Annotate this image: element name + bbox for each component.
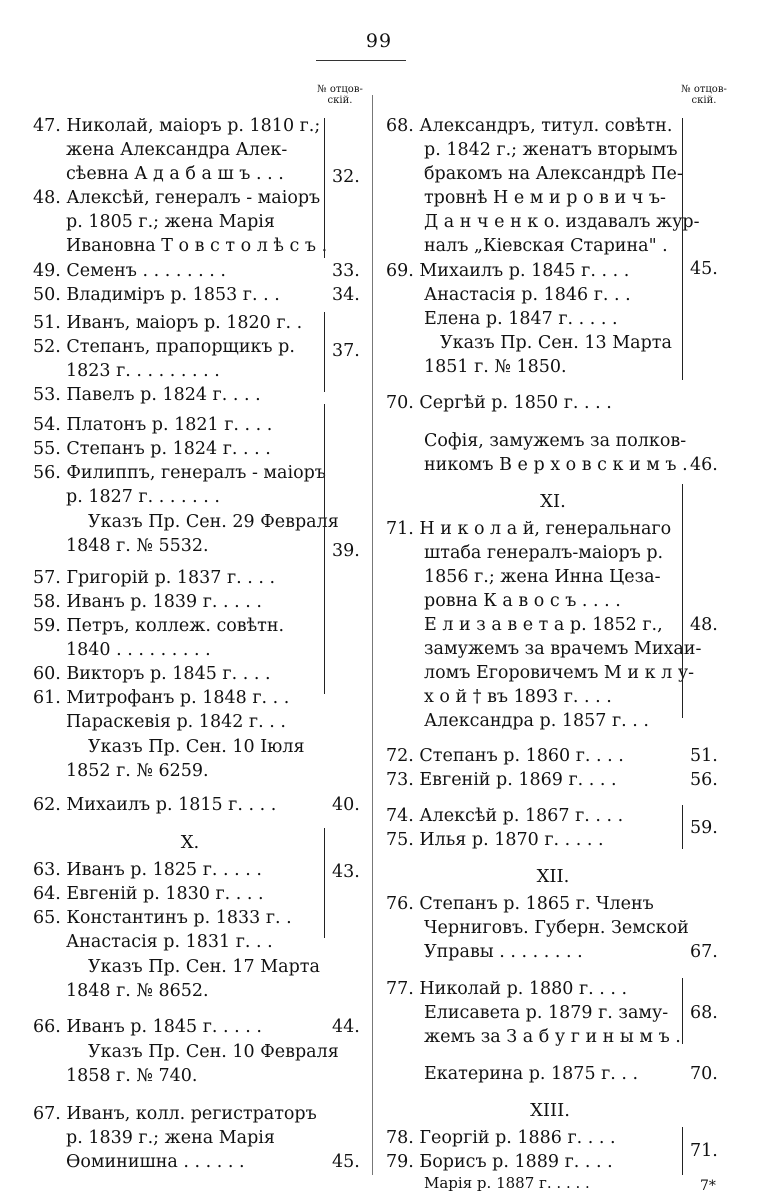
entry-line: Указъ Пр. Сен. 10 Февраля bbox=[88, 1042, 339, 1062]
reference-number: 68. bbox=[690, 1003, 718, 1023]
entry-line: Елена р. 1847 г. . . . . bbox=[424, 309, 618, 329]
bracket bbox=[318, 404, 325, 694]
reference-number: 33. bbox=[332, 261, 360, 281]
entry-line: Екатерина р. 1875 г. . . bbox=[424, 1064, 639, 1084]
bracket bbox=[676, 805, 683, 849]
entry-line: Указъ Пр. Сен. 10 Іюля bbox=[88, 737, 305, 757]
reference-number: 59. bbox=[690, 818, 718, 838]
entry-line: р. 1842 г.; женатъ вторымъ bbox=[424, 140, 678, 160]
entry-line: 1858 г. № 740. bbox=[66, 1066, 198, 1086]
entry-line: р. 1827 г. . . . . . . bbox=[66, 487, 220, 507]
entry-line: 50. Владиміръ р. 1853 г. . . bbox=[33, 285, 280, 305]
reference-number: 45. bbox=[690, 259, 718, 279]
entry-line: 75. Илья р. 1870 г. . . . . bbox=[386, 830, 604, 850]
entry-line: 1840 . . . . . . . . . bbox=[66, 640, 211, 660]
reference-number: 34. bbox=[332, 285, 360, 305]
entry-line: бракомъ на Александрѣ Пе- bbox=[424, 164, 683, 184]
reference-number: 71. bbox=[690, 1141, 718, 1161]
entry-line: Е л и з а в е т а р. 1852 г., bbox=[424, 615, 663, 635]
section-heading: XII. bbox=[536, 866, 570, 887]
reference-number: 43. bbox=[332, 862, 360, 882]
entry-line: Ивановна Т о в с т о л ѣ с ъ . bbox=[66, 236, 328, 256]
entry-line: 55. Степанъ р. 1824 г. . . . bbox=[33, 439, 271, 459]
entry-line: ровна К а в о с ъ . . . . bbox=[424, 591, 621, 611]
entry-line: 76. Степанъ р. 1865 г. Членъ bbox=[386, 894, 654, 914]
entry-line: 60. Викторъ р. 1845 г. . . . bbox=[33, 664, 271, 684]
bracket bbox=[676, 978, 683, 1044]
entry-line: Указъ Пр. Сен. 17 Марта bbox=[88, 957, 320, 977]
entry-line: 67. Иванъ, колл. регистраторъ bbox=[33, 1104, 317, 1124]
bracket bbox=[676, 1127, 683, 1175]
reference-number: 48. bbox=[690, 615, 718, 635]
column-heading-left: № отцов- скій. bbox=[317, 84, 363, 106]
entry-line: 51. Иванъ, маіоръ р. 1820 г. . bbox=[33, 313, 303, 333]
entry-line: сѣевна А д а б а ш ъ . . . bbox=[66, 164, 284, 184]
entry-line: 65. Константинъ р. 1833 г. . bbox=[33, 908, 292, 928]
entry-line: 48. Алексѣй, генералъ - маіоръ bbox=[33, 188, 321, 208]
entry-line: Указъ Пр. Сен. 13 Марта bbox=[440, 333, 672, 353]
entry-line: 78. Георгій р. 1886 г. . . . bbox=[386, 1128, 616, 1148]
section-heading: X. bbox=[180, 832, 200, 853]
entry-line: замужемъ за врачемъ Михаи- bbox=[424, 639, 702, 659]
entry-line: жемъ за З а б у г и н ы м ъ . bbox=[424, 1027, 681, 1047]
entry-line: Анастасія р. 1831 г. . . bbox=[66, 932, 273, 952]
entry-line: 1823 г. . . . . . . . . bbox=[66, 361, 220, 381]
entry-line: 66. Иванъ р. 1845 г. . . . . bbox=[33, 1017, 262, 1037]
entry-line: 62. Михаилъ р. 1815 г. . . . bbox=[33, 795, 277, 815]
entry-line: 52. Степанъ, прапорщикъ р. bbox=[33, 337, 295, 357]
entry-line: р. 1805 г.; жена Марія bbox=[66, 212, 275, 232]
entry-line: Анастасія р. 1846 г. . . bbox=[424, 285, 631, 305]
entry-line: 54. Платонъ р. 1821 г. . . . bbox=[33, 415, 273, 435]
entry-line: 56. Филиппъ, генералъ - маіоръ bbox=[33, 463, 326, 483]
bracket bbox=[676, 484, 683, 718]
section-heading: XIII. bbox=[530, 1100, 570, 1121]
entry-line: 1848 г. № 8652. bbox=[66, 981, 209, 1001]
entry-line: налъ „Кіевская Старина" . bbox=[424, 236, 668, 256]
reference-number: 56. bbox=[690, 770, 718, 790]
entry-line: жена Александра Алек- bbox=[66, 140, 288, 160]
column-heading-right: № отцов- скій. bbox=[681, 84, 727, 106]
entry-line: тровнѣ Н е м и р о в и ч ъ- bbox=[424, 188, 666, 208]
section-heading: XI. bbox=[540, 491, 566, 512]
entry-line: 61. Митрофанъ р. 1848 г. . . bbox=[33, 688, 290, 708]
entry-line: Елисавета р. 1879 г. заму- bbox=[424, 1003, 669, 1023]
header-rule bbox=[316, 60, 406, 61]
entry-line: 68. Александръ, титул. совѣтн. bbox=[386, 116, 673, 136]
reference-number: 45. bbox=[332, 1152, 360, 1172]
entry-line: 69. Михаилъ р. 1845 г. . . . bbox=[386, 261, 630, 281]
entry-line: 79. Борисъ р. 1889 г. . . . bbox=[386, 1152, 613, 1172]
reference-number: 51. bbox=[690, 746, 718, 766]
entry-line: р. 1839 г.; жена Марія bbox=[66, 1128, 275, 1148]
footer-mark: 7* bbox=[700, 1178, 716, 1194]
reference-number: 40. bbox=[332, 795, 360, 815]
entry-line: Управы . . . . . . . . bbox=[424, 942, 583, 962]
entry-line: 63. Иванъ р. 1825 г. . . . . bbox=[33, 860, 262, 880]
reference-number: 70. bbox=[690, 1064, 718, 1084]
entry-line: 47. Николай, маіоръ р. 1810 г.; bbox=[33, 116, 321, 136]
entry-line: 77. Николай р. 1880 г. . . . bbox=[386, 979, 628, 999]
entry-line: 73. Евгеній р. 1869 г. . . . bbox=[386, 770, 617, 790]
entry-line: Софія, замужемъ за полков- bbox=[424, 431, 687, 451]
entry-line: 1856 г.; жена Инна Цеза- bbox=[424, 567, 661, 587]
entry-line: Параскевія р. 1842 г. . . bbox=[66, 712, 286, 732]
page-number: 99 bbox=[365, 30, 393, 52]
entry-line: 57. Григорій р. 1837 г. . . . bbox=[33, 568, 276, 588]
entry-line: 1851 г. № 1850. bbox=[424, 357, 567, 377]
entry-line: 72. Степанъ р. 1860 г. . . . bbox=[386, 746, 624, 766]
bracket bbox=[676, 118, 683, 380]
entry-line: Ѳоминишна . . . . . . bbox=[66, 1152, 245, 1172]
reference-number: 67. bbox=[690, 942, 718, 962]
entry-line: Черниговъ. Губерн. Земской bbox=[424, 918, 689, 938]
entry-line: никомъ В е р х о в с к и м ъ . bbox=[424, 455, 688, 475]
entry-line: 1848 г. № 5532. bbox=[66, 536, 209, 556]
bracket bbox=[318, 828, 325, 938]
entry-line: Марія р. 1887 г. . . . . bbox=[424, 1174, 590, 1192]
column-divider bbox=[372, 95, 373, 1175]
bracket bbox=[318, 312, 325, 392]
entry-line: 59. Петръ, коллеж. совѣтн. bbox=[33, 616, 285, 636]
entry-line: штаба генералъ-маіоръ р. bbox=[424, 543, 664, 563]
entry-line: 53. Павелъ р. 1824 г. . . . bbox=[33, 385, 261, 405]
reference-number: 46. bbox=[690, 455, 718, 475]
entry-line: ломъ Егоровичемъ М и к л у- bbox=[424, 663, 695, 683]
reference-number: 39. bbox=[332, 541, 360, 561]
reference-number: 32. bbox=[332, 167, 360, 187]
entry-line: 1852 г. № 6259. bbox=[66, 761, 209, 781]
entry-line: 58. Иванъ р. 1839 г. . . . . bbox=[33, 592, 262, 612]
entry-line: 64. Евгеній р. 1830 г. . . . bbox=[33, 884, 264, 904]
entry-line: 71. Н и к о л а й, генеральнаго bbox=[386, 519, 672, 539]
entry-line: Д а н ч е н к о. издавалъ жур- bbox=[424, 212, 700, 232]
reference-number: 44. bbox=[332, 1017, 360, 1037]
entry-line: Указъ Пр. Сен. 29 Февраля bbox=[88, 512, 339, 532]
entry-line: х о й † въ 1893 г. . . . bbox=[424, 687, 612, 707]
entry-line: Александра р. 1857 г. . . bbox=[424, 711, 649, 731]
entry-line: 74. Алексѣй р. 1867 г. . . . bbox=[386, 806, 624, 826]
entry-line: 70. Сергѣй р. 1850 г. . . . bbox=[386, 393, 612, 413]
bracket bbox=[318, 118, 325, 258]
reference-number: 37. bbox=[332, 341, 360, 361]
entry-line: 49. Семенъ . . . . . . . . bbox=[33, 261, 226, 281]
